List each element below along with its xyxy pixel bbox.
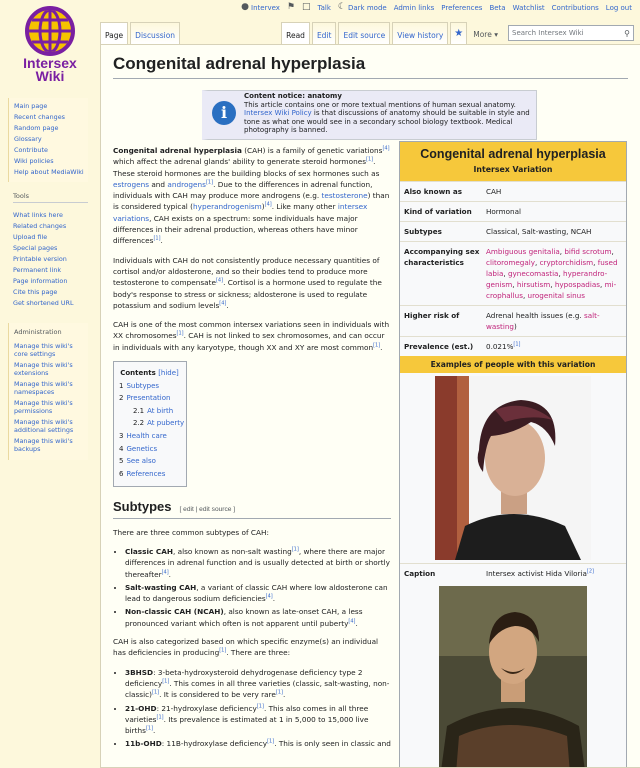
text: , CAH exists on a spectrum: some individuals have major differences in their adrenal production, whereas others have minor differences bbox=[113, 213, 358, 246]
portrait-photo[interactable] bbox=[435, 376, 591, 560]
sex-characteristic-link[interactable]: hirsutism bbox=[516, 280, 551, 289]
infobox-value: Hormonal bbox=[486, 207, 521, 216]
citation[interactable]: [4] bbox=[215, 277, 224, 284]
infobox-row bbox=[400, 563, 626, 583]
sex-characteristic-link[interactable]: hypospadias bbox=[554, 280, 601, 289]
citation[interactable]: [1] bbox=[267, 739, 275, 746]
text: . Due to the differences in adrenal function, individuals with CAH may produce more androgens (e.g. bbox=[113, 179, 373, 201]
term: Non-classic CAH (NCAH) bbox=[125, 607, 224, 617]
toc-link[interactable]: Subtypes bbox=[126, 381, 160, 390]
site-logo[interactable] bbox=[18, 4, 82, 84]
toc-item[interactable] bbox=[119, 405, 180, 418]
infobox-row bbox=[400, 241, 626, 305]
sidebar-item-page-information[interactable]: Page information bbox=[13, 277, 68, 285]
notice-text: This article contains one or more textual mentions of human sexual anatomy. bbox=[244, 100, 516, 109]
subtypes-list bbox=[113, 546, 391, 629]
sex-characteristic-link[interactable]: mi-crophallus bbox=[486, 280, 617, 300]
text: , a variant of classic CAH where low aldosterone can lead to dangerous sodium deficiencies bbox=[125, 582, 388, 604]
preferences-link[interactable]: Preferences bbox=[441, 3, 483, 12]
term: 11b-OHD bbox=[125, 739, 162, 749]
wiki-policy-link[interactable]: Intersex Wiki Policy bbox=[244, 109, 312, 118]
toc-num: 1 bbox=[119, 381, 124, 390]
search-input[interactable] bbox=[508, 25, 634, 41]
info-icon: i bbox=[212, 101, 236, 125]
list-item: • Classic CAH, also known as non-salt wasting[1], where there are major differences in adrenal function and is usually detected at birth or shortly thereafter[4]. bbox=[125, 546, 391, 580]
link-intersex-variations[interactable]: intersex variations bbox=[113, 202, 368, 223]
citation[interactable]: [4] bbox=[348, 618, 356, 625]
view-tabs bbox=[281, 22, 634, 44]
paragraph-intro: Congenital adrenal hyperplasia (CAH) is a family of genetic variations[4] which affect the adrenal glands' ability to generate steroid hormones[1]. These steroid hormones are the building blocks of sex hormones such as estrogens and androgens[1]. Due to the differences in adrenal function, individuals with CAH may produce more androgens (e.g. testosterone) than is considered typical (hyperandrogenism)[4]. Like many other intersex variations, CAH exists on a spectrum: some individuals have major differences in their adrenal production, whereas others have minor differences[1]. bbox=[113, 145, 390, 246]
sidebar-tools-heading: Tools bbox=[13, 192, 88, 203]
globe-logo-icon bbox=[25, 6, 75, 56]
enzymes-list bbox=[113, 667, 391, 750]
paragraph-prevalence: CAH is one of the most common intersex variations seen in individuals with XX chromosomes[1]. CAH is not linked to sex chromosomes, and can occur in individuals with any karyotype, though XX and XY are most common[1]. bbox=[113, 320, 390, 352]
text: . CAH is not linked to sex chromosomes, and can occur in individuals with any karyotype, though XX and XY are most common bbox=[113, 331, 385, 352]
toc-link[interactable]: Health care bbox=[126, 432, 167, 441]
text: . These steroid hormones are the building blocks of sex hormones such as bbox=[113, 157, 380, 178]
sidebar-item-wiki-policies[interactable]: Wiki policies bbox=[14, 157, 54, 165]
infobox-row bbox=[400, 221, 626, 241]
title-divider bbox=[113, 78, 628, 79]
toc-num: 5 bbox=[119, 457, 124, 466]
watch-star-icon[interactable]: ★ bbox=[450, 22, 467, 44]
sex-characteristic-link[interactable]: bifid scrotum bbox=[564, 247, 612, 256]
infobox-value: Classical, Salt-wasting, NCAH bbox=[486, 227, 592, 236]
admin-links-link[interactable]: Admin links bbox=[393, 3, 435, 12]
content-notice bbox=[202, 90, 537, 140]
citation[interactable]: [1] bbox=[162, 678, 170, 685]
dark-mode-label[interactable]: Dark mode bbox=[348, 3, 387, 12]
citation[interactable]: [1] bbox=[176, 331, 184, 338]
sex-characteristic-link[interactable]: fused labia bbox=[486, 258, 618, 278]
toc-heading: Contents bbox=[120, 369, 156, 378]
list-item: • Non-classic CAH (NCAH), also known as late-onset CAH, a less pronounced variant which often is not apparent until puberty[4]. bbox=[125, 606, 391, 629]
text: which affect the adrenal glands' ability to generate steroid hormones bbox=[113, 157, 367, 167]
toc-item[interactable] bbox=[119, 417, 185, 430]
text: and bbox=[149, 179, 168, 189]
text: 0.021% bbox=[486, 342, 514, 351]
user-name[interactable]: Intervex bbox=[251, 3, 280, 12]
notices-tray-icon[interactable]: □ bbox=[302, 2, 311, 12]
sex-characteristic-link[interactable]: clitoromegaly bbox=[486, 258, 535, 267]
toc-link[interactable]: At birth bbox=[147, 406, 174, 415]
infobox-label: Subtypes bbox=[404, 227, 442, 236]
toc-item[interactable] bbox=[119, 392, 180, 405]
infobox-examples-heading: Examples of people with this variation bbox=[400, 356, 626, 373]
infobox-value bbox=[486, 568, 622, 579]
article-body bbox=[113, 145, 391, 757]
painting-photo[interactable] bbox=[439, 586, 587, 768]
infobox-value bbox=[486, 310, 622, 332]
main-content bbox=[100, 44, 640, 768]
infobox-label: Also known as bbox=[404, 187, 462, 196]
text: ) bbox=[261, 202, 265, 212]
infobox-title: Congenital adrenal hyperplasia bbox=[400, 142, 626, 163]
sidebar-item-special-pages[interactable]: Special pages bbox=[13, 244, 58, 252]
citation[interactable]: [1] bbox=[219, 647, 227, 654]
text: Adrenal health issues (e.g. bbox=[486, 311, 584, 320]
citation[interactable]: [4] bbox=[161, 569, 169, 576]
citation[interactable]: [1] bbox=[513, 341, 521, 348]
tab-edit[interactable]: Edit bbox=[312, 22, 337, 44]
link-androgens[interactable]: androgens bbox=[167, 179, 206, 189]
tab-edit-source[interactable]: Edit source bbox=[338, 22, 390, 44]
sidebar-item-shortened-url[interactable]: Get shortened URL bbox=[13, 299, 74, 307]
citation[interactable]: [1] bbox=[256, 703, 264, 710]
text: : 21-hydroxylase deficiency bbox=[156, 703, 257, 713]
citation[interactable]: [1] bbox=[205, 179, 214, 186]
infobox-label: Caption bbox=[404, 569, 436, 578]
infobox-label: Accompanying sex characteristics bbox=[404, 247, 480, 267]
text: CAH is also categorized based on which specific enzyme(s) an individual has deficiencies in producing bbox=[113, 637, 379, 658]
text: (CAH) is a family of genetic variations bbox=[241, 146, 383, 155]
infobox bbox=[399, 141, 627, 768]
watchlist-link[interactable]: Watchlist bbox=[512, 3, 545, 12]
tab-read[interactable]: Read bbox=[281, 22, 310, 44]
infobox-value: Ambiguous genitalia, bifid scrotum, clitoromegaly, cryptorchidism, fused labia, gynecomastia, hyperandro-genism, hirsutism, hypospadias, mi-crophallus, urogenital sinus bbox=[486, 247, 618, 300]
notice-text-2: is that discussions of anatomy should be suitable in style and tone as what one would see in a secondary school biology textbook. Medical photography is banned. bbox=[244, 109, 530, 135]
term: 21-OHD bbox=[125, 703, 157, 713]
list-item: • 3BHSD: 3-beta-hydroxysteroid dehydrogenase deficiency type 2 deficiency[1]. This comes in all three varieties (classic, salt-wasting, non-classic)[1]. It is considered to be very rare[1]. bbox=[125, 667, 391, 701]
text: . This also comes in all three varieties bbox=[125, 703, 369, 724]
text: ) than is considered typical ( bbox=[113, 191, 390, 212]
sidebar-admin-heading: Administration bbox=[14, 328, 62, 336]
toc-num: 2 bbox=[119, 394, 124, 403]
talk-link[interactable]: Talk bbox=[317, 3, 331, 12]
sidebar-tools bbox=[8, 207, 88, 313]
notice-title: Content notice: anatomy bbox=[244, 92, 342, 100]
logo-word-intersex: Intersex bbox=[23, 55, 77, 71]
text: : 3-beta-hydroxysteroid dehydrogenase deficiency type 2 deficiency bbox=[125, 667, 363, 688]
toc-num: 6 bbox=[119, 469, 124, 478]
sidebar-item-additional-settings[interactable]: Manage this wiki's additional settings bbox=[14, 418, 74, 434]
enzymes-intro bbox=[113, 636, 391, 659]
sidebar-item-glossary[interactable]: Glossary bbox=[14, 135, 42, 143]
text: . This is only seen in classic and bbox=[274, 739, 391, 749]
text: CAH is one of the most common intersex variations seen in individuals with XX chromosomes bbox=[113, 320, 390, 341]
toc-link[interactable]: Genetics bbox=[126, 444, 158, 453]
search-icon[interactable]: ⚲ bbox=[624, 28, 630, 38]
citation[interactable]: [1] bbox=[373, 342, 381, 349]
list-item: • Salt-wasting CAH, a variant of classic CAH where low aldosterone can lead to dangerous sodium deficiencies[4]. bbox=[125, 582, 391, 605]
term: 3BHSD bbox=[125, 667, 154, 677]
user-icon: ● bbox=[241, 2, 250, 12]
infobox-value bbox=[486, 341, 622, 352]
paragraph-cortisol: Individuals with CAH do not consistently produce necessary quantities of cortisol and/or aldosterone, and so their bodies tend to produce more testosterone to compensate[4]. Cortisol is a hormone used to regulate the body's response to stress or sickness; aldosterone is used to regulate potassium and sodium levels[4]. bbox=[113, 255, 382, 310]
citation[interactable]: [1] bbox=[156, 714, 164, 721]
citation[interactable]: [1] bbox=[145, 725, 154, 732]
contributions-link[interactable]: Contributions bbox=[551, 3, 599, 12]
infobox-value: CAH bbox=[486, 187, 502, 196]
infobox-label: Prevalence (est.) bbox=[404, 342, 474, 351]
citation[interactable]: [4] bbox=[219, 300, 227, 307]
sidebar-item-permanent-link[interactable]: Permanent link bbox=[13, 266, 62, 274]
toc-link[interactable]: See also bbox=[126, 457, 156, 466]
more-label[interactable]: More bbox=[473, 30, 492, 39]
sidebar-navigation bbox=[8, 98, 88, 182]
citation[interactable]: [1] bbox=[152, 689, 160, 696]
sidebar-item-core-settings[interactable]: Manage this wiki's core settings bbox=[14, 342, 73, 358]
sex-characteristic-link[interactable]: gynecomastia bbox=[507, 269, 559, 278]
toc-hide-toggle[interactable]: [hide] bbox=[158, 369, 179, 378]
list-item bbox=[125, 738, 391, 749]
toc-item[interactable] bbox=[119, 455, 180, 468]
sidebar-item-random-page[interactable]: Random page bbox=[14, 124, 59, 132]
sidebar-item-what-links-here[interactable]: What links here bbox=[13, 211, 63, 219]
sidebar-item-printable-version[interactable]: Printable version bbox=[13, 255, 67, 263]
notifications-bell-icon[interactable]: ⚑ bbox=[286, 2, 295, 12]
logo-word-wiki: Wiki bbox=[35, 68, 65, 84]
toc-num: 4 bbox=[119, 444, 124, 453]
citation[interactable]: [1] bbox=[153, 235, 161, 242]
text: . This comes in all three varieties (classic, salt-wasting, non-classic) bbox=[125, 678, 390, 700]
section-heading-subtypes bbox=[113, 501, 391, 518]
toc-item[interactable] bbox=[119, 468, 180, 481]
toc-num: 2.1 bbox=[133, 406, 145, 415]
infobox-row bbox=[400, 181, 626, 201]
heading-text: Subtypes bbox=[113, 499, 172, 515]
text: . Its prevalence is estimated at 1 in 5,000 to 15,000 live births bbox=[125, 714, 369, 736]
sidebar-item-permissions[interactable]: Manage this wiki's permissions bbox=[14, 399, 73, 415]
toc-link[interactable]: At puberty bbox=[147, 419, 185, 428]
section-edit-links[interactable]: [ edit | edit source ] bbox=[179, 506, 236, 514]
text: . There are three: bbox=[226, 648, 291, 658]
table-of-contents bbox=[113, 361, 187, 487]
subtypes-intro: There are three common subtypes of CAH: bbox=[113, 527, 269, 537]
text: , where there are major differences in adrenal function and is usually detected at birth or shortly thereafter bbox=[125, 546, 390, 579]
sex-characteristic-link[interactable]: hyperandro-genism bbox=[486, 269, 608, 289]
page-title: Congenital adrenal hyperplasia bbox=[113, 54, 366, 73]
text: . Like many other bbox=[271, 202, 338, 212]
sex-characteristic-link[interactable]: urogenital sinus bbox=[527, 291, 585, 300]
citation[interactable]: [2] bbox=[586, 568, 594, 575]
tab-page[interactable]: Page bbox=[100, 22, 128, 44]
text: : 11B-hydroxylase deficiency bbox=[161, 739, 268, 749]
sidebar-item-main-page[interactable]: Main page bbox=[14, 102, 48, 110]
tab-view-history[interactable]: View history bbox=[392, 22, 448, 44]
term: Salt-wasting CAH bbox=[125, 582, 197, 592]
infobox-row bbox=[400, 336, 626, 356]
infobox-subtitle: Intersex Variation bbox=[400, 163, 626, 181]
user-link[interactable] bbox=[241, 3, 280, 12]
salt-wasting-link[interactable]: salt-wasting bbox=[486, 311, 600, 331]
link-testosterone[interactable]: testosterone bbox=[321, 191, 368, 201]
search-placeholder: Search Intersex Wiki bbox=[512, 29, 584, 37]
sidebar-item-upload-file[interactable]: Upload file bbox=[13, 233, 48, 241]
personal-tools-bar bbox=[241, 2, 632, 12]
more-menu[interactable] bbox=[469, 22, 502, 44]
text: . It is considered to be very rare bbox=[159, 690, 276, 700]
citation[interactable]: [1] bbox=[291, 546, 299, 553]
text: Individuals with CAH do not consistently produce necessary quantities of cortisol and/or aldosterone, and so their bodies tend to produce more testosterone to compensate bbox=[113, 255, 380, 288]
toc-item[interactable] bbox=[119, 430, 180, 443]
sidebar-item-backups[interactable]: Manage this wiki's backups bbox=[14, 437, 73, 453]
lead-term: Congenital adrenal hyperplasia bbox=[113, 146, 242, 155]
sidebar-item-namespaces[interactable]: Manage this wiki's namespaces bbox=[14, 380, 73, 396]
link-estrogens[interactable]: estrogens bbox=[113, 179, 150, 189]
infobox-label: Kind of variation bbox=[404, 207, 472, 216]
citation[interactable]: [4] bbox=[264, 202, 272, 209]
toc-item[interactable] bbox=[119, 443, 180, 456]
sidebar-item-cite-this-page[interactable]: Cite this page bbox=[13, 288, 58, 296]
text: Intersex activist Hida Viloria bbox=[486, 569, 587, 578]
toc-item[interactable] bbox=[119, 380, 180, 393]
link-hyperandrogenism[interactable]: hyperandrogenism bbox=[193, 202, 262, 212]
sex-characteristic-link[interactable]: Ambiguous genitalia bbox=[486, 247, 560, 256]
infobox-row bbox=[400, 201, 626, 221]
text: ) bbox=[513, 322, 517, 331]
beta-link[interactable]: Beta bbox=[489, 3, 506, 12]
text: , also known as non-salt wasting bbox=[172, 546, 292, 556]
toc-link[interactable]: References bbox=[126, 469, 166, 478]
sidebar-item-help[interactable]: Help about MediaWiki bbox=[14, 168, 84, 176]
toc-num: 3 bbox=[119, 432, 124, 441]
sidebar-item-contribute[interactable]: Contribute bbox=[14, 146, 48, 154]
namespace-tabs bbox=[100, 22, 180, 44]
text: , also known as late-onset CAH, a less pronounced variant which often is not apparent until puberty bbox=[125, 607, 363, 628]
citation[interactable]: [1] bbox=[275, 689, 283, 696]
citation[interactable]: [4] bbox=[382, 145, 390, 152]
sidebar-item-related-changes[interactable]: Related changes bbox=[13, 222, 67, 230]
toc-link[interactable]: Presentation bbox=[126, 394, 171, 403]
sidebar bbox=[8, 98, 88, 470]
sidebar-item-recent-changes[interactable]: Recent changes bbox=[14, 113, 65, 121]
chevron-down-icon: ▾ bbox=[494, 30, 498, 39]
infobox-label: Higher risk of bbox=[404, 311, 460, 320]
sex-characteristic-link[interactable]: cryptorchidism bbox=[539, 258, 594, 267]
citation[interactable]: [1] bbox=[366, 156, 374, 163]
moon-icon: ☾ bbox=[337, 2, 346, 12]
text: . Cortisol is a hormone used to regulate the body's response to stress or sickness; aldosterone is used to regulate potassium and sodium levels bbox=[113, 278, 382, 310]
sidebar-item-extensions[interactable]: Manage this wiki's extensions bbox=[14, 361, 73, 377]
infobox-row bbox=[400, 305, 626, 336]
dark-mode-toggle[interactable] bbox=[338, 3, 387, 12]
term: Classic CAH bbox=[125, 546, 173, 556]
toc-title bbox=[119, 367, 180, 380]
citation[interactable]: [4] bbox=[265, 593, 273, 600]
logout-link[interactable]: Log out bbox=[605, 3, 632, 12]
toc-num: 2.2 bbox=[133, 419, 145, 428]
list-item: • 21-OHD: 21-hydroxylase deficiency[1]. This also comes in all three varieties[1]. Its prevalence is estimated at 1 in 5,000 to 15,000 live births[1]. bbox=[125, 703, 391, 737]
sidebar-administration bbox=[8, 323, 88, 460]
tab-discussion[interactable]: Discussion bbox=[130, 22, 180, 44]
